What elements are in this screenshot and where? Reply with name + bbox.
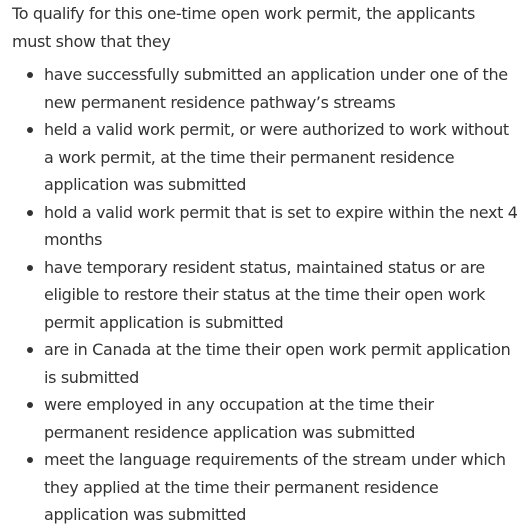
- bullet-icon: [27, 347, 33, 353]
- bullet-icon: [27, 210, 33, 216]
- list-item-text: have temporary resident status, maintained status or are eligible to restore their status at the time their open work permit application is submitted: [44, 257, 486, 332]
- list-item: [0, 199, 525, 254]
- list-item: [0, 336, 525, 391]
- bullet-icon: [27, 457, 33, 463]
- list-item-text: hold a valid work permit that is set to expire within the next 4 months: [44, 202, 518, 249]
- intro-paragraph: To qualify for this one-time open work permit, the applicants must show that they: [12, 4, 475, 51]
- bullet-icon: [27, 72, 33, 78]
- bullet-icon: [27, 127, 33, 133]
- list-item: [0, 254, 525, 337]
- requirements-list: [0, 61, 525, 529]
- list-item: [0, 116, 525, 199]
- list-item-text: held a valid work permit, or were authorized to work without a work permit, at the time their permanent residence application was submitted: [44, 120, 509, 194]
- list-item-text: were employed in any occupation at the time their permanent residence application was submitted: [44, 395, 434, 442]
- list-item: [0, 391, 525, 446]
- list-item: [0, 61, 525, 116]
- list-item-text: have successfully submitted an application under one of the new permanent residence pathway’s streams: [44, 65, 508, 112]
- bullet-icon: [27, 402, 33, 408]
- bullet-icon: [27, 265, 33, 271]
- list-item-text: are in Canada at the time their open work permit application is submitted: [44, 340, 511, 387]
- list-item-text: meet the language requirements of the stream under which they applied at the time their permanent residence application was submitted: [44, 450, 506, 524]
- list-item: [0, 446, 525, 529]
